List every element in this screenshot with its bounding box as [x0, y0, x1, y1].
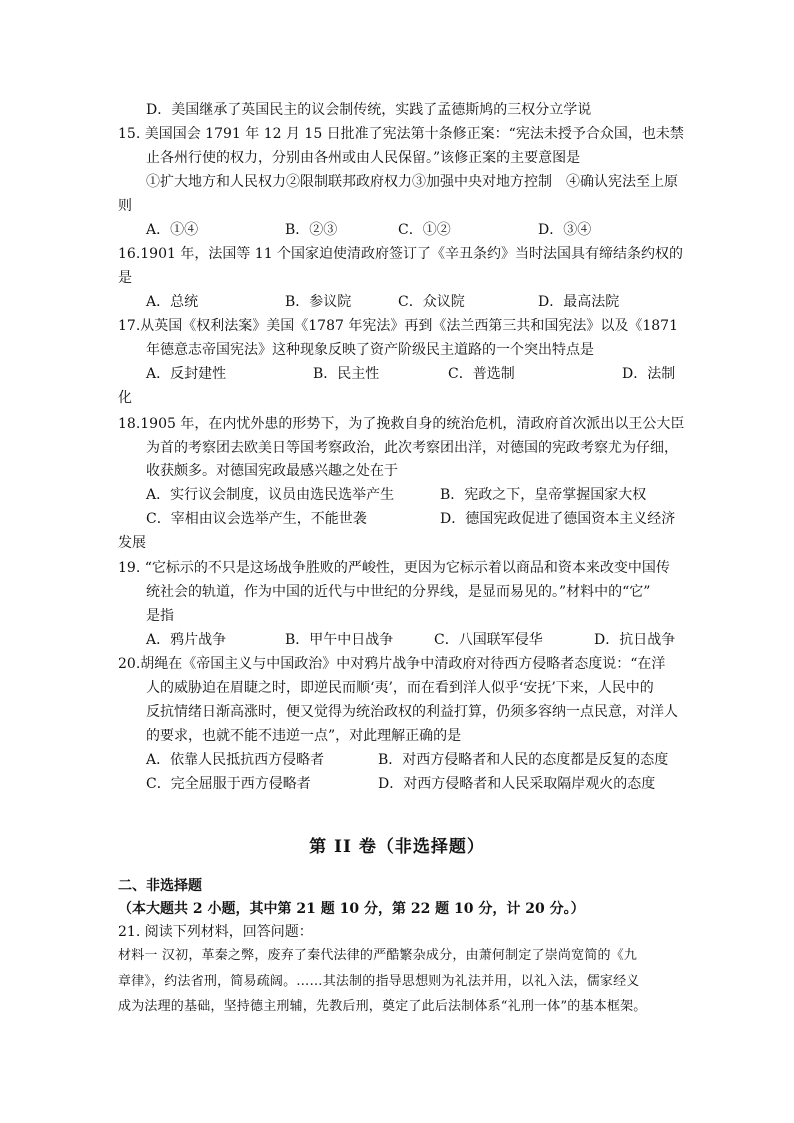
- part2-title: 第 II 卷（非选择题）: [309, 837, 485, 857]
- q17-stem-line1: 17.从英国《权利法案》美国《1787 年宪法》再到《法兰西第三共和国宪法》以及《1871: [118, 318, 678, 334]
- q15-stem-line3: ①扩大地方和人民权力②限制联邦政府权力③加强中央对地方控制 ④确认宪法至上原: [146, 174, 678, 190]
- q20-stem-line1: 20.胡绳在《帝国主义与中国政治》中对鸦片战争中清政府对待西方侵略者态度说：“在洋: [118, 656, 666, 672]
- q18-stem-line3: 收获颇多。对德国宪政最感兴趣之处在于: [146, 463, 398, 479]
- section-note: （本大题共 2 小题，其中第 21 题 10 分，第 22 题 10 分，计 20 分。）: [118, 901, 585, 917]
- q15-option-d: D．③④: [538, 222, 592, 238]
- q21-stem: 21. 阅读下列材料，回答问题：: [118, 924, 313, 940]
- q20-stem-line2: 人的威胁迫在眉睫之时，即逆民而顺‘夷’，而在看到洋人似乎‘安抚’下来，人民中的: [146, 680, 654, 696]
- q15-option-c: C．①②: [398, 222, 451, 238]
- q20-stem-line3: 反抗情绪日渐高涨时，便又觉得为统治政权的利益打算，仍须多容纳一点民意，对洋人: [146, 704, 678, 720]
- q19-option-c: C．八国联军侵华: [434, 632, 543, 648]
- q18-stem-line2: 为首的考察团去欧美日等国考察政治，此次考察团出洋，对德国的宪政考察尤为仔细，: [146, 440, 678, 456]
- q20-stem-line4: 的要求，也就不能不违逆一点”，对此理解正确的是: [146, 728, 462, 744]
- q16-stem-line1: 16.1901 年，法国等 11 个国家迫使清政府签订了《辛丑条约》当时法国具有缔结条约权的: [118, 246, 684, 262]
- q17-option-a: A．反封建性: [146, 366, 227, 382]
- q17-stem-line2: 年德意志帝国宪法》这种现象反映了资产阶级民主道路的一个突出特点是: [146, 342, 594, 358]
- q16-option-a: A．总统: [146, 294, 199, 310]
- q18-stem-line1: 18.1905 年，在内忧外患的形势下，为了挽救自身的统治危机，清政府首次派出以王公大臣: [118, 416, 685, 432]
- q20-option-c: C．完全屈服于西方侵略者: [146, 776, 311, 792]
- q19-stem-line3: 是指: [146, 608, 174, 624]
- q16-option-d: D．最高法院: [538, 294, 620, 310]
- q20-option-b: B．对西方侵略者和人民的态度都是反复的态度: [378, 752, 669, 768]
- q15-stem-line4: 则: [118, 198, 132, 214]
- q19-option-a: A．鸦片战争: [146, 632, 227, 648]
- section-heading: 二、非选择题: [118, 878, 202, 894]
- q17-option-c: C．普选制: [448, 366, 515, 382]
- q16-option-c: C．众议院: [398, 294, 465, 310]
- q18-option-c: C．宰相由议会选举产生，不能世袭: [146, 511, 367, 527]
- q21-material-line3: 成为法理的基础，坚持德主刑辅，先教后刑，奠定了此后法制体系“礼刑一体”的基本框架。: [118, 999, 647, 1014]
- q20-option-d: D．对西方侵略者和人民采取隔岸观火的态度: [378, 776, 656, 792]
- q17-option-d-wrap: 化: [118, 390, 132, 406]
- q19-option-d: D．抗日战争: [594, 632, 676, 648]
- q20-option-a: A．依靠人民抵抗西方侵略者: [146, 752, 325, 768]
- q19-stem-line1: 19. “它标示的不只是这场战争胜败的严峻性，更因为它标示着以商品和资本来改变中国传: [118, 560, 670, 576]
- q17-option-b: B．民主性: [313, 366, 380, 382]
- q18-option-d: D．德国宪政促进了德国资本主义经济: [440, 511, 676, 527]
- q14-option-d: D．美国继承了英国民主的议会制传统，实践了孟德斯鸠的三权分立学说: [146, 102, 592, 118]
- q15-option-a: A．①④: [146, 222, 199, 238]
- q16-stem-line2: 是: [118, 270, 132, 286]
- q15-option-b: B．②③: [285, 222, 338, 238]
- q17-option-d: D．法制: [622, 366, 676, 382]
- q21-material-line2: 章律》，约法省刑，简易疏阔。……其法制的指导思想则为礼法并用，以礼入法，儒家经义: [118, 974, 640, 989]
- q18-option-d-wrap: 发展: [118, 535, 146, 551]
- q16-option-b: B．参议院: [285, 294, 352, 310]
- q18-option-b: B．宪政之下，皇帝掌握国家大权: [440, 487, 647, 503]
- q18-option-a: A．实行议会制度，议员由选民选举产生: [146, 487, 395, 503]
- q15-stem-line1: 15. 美国国会 1791 年 12 月 15 日批准了宪法第十条修正案：“宪法未授予合众国，也未禁: [118, 126, 684, 142]
- q19-option-b: B．甲午中日战争: [285, 632, 394, 648]
- q19-stem-line2: 统社会的轨道，作为中国的近代与中世纪的分界线，是显而易见的。”材料中的“它”: [146, 584, 651, 600]
- q21-material-line1: 材料一 汉初，革秦之弊，废弃了秦代法律的严酷繁杂成分，由萧何制定了崇尚宽简的《九: [118, 948, 638, 963]
- q15-stem-line2: 止各州行使的权力，分别由各州或由人民保留。”该修正案的主要意图是: [146, 150, 581, 166]
